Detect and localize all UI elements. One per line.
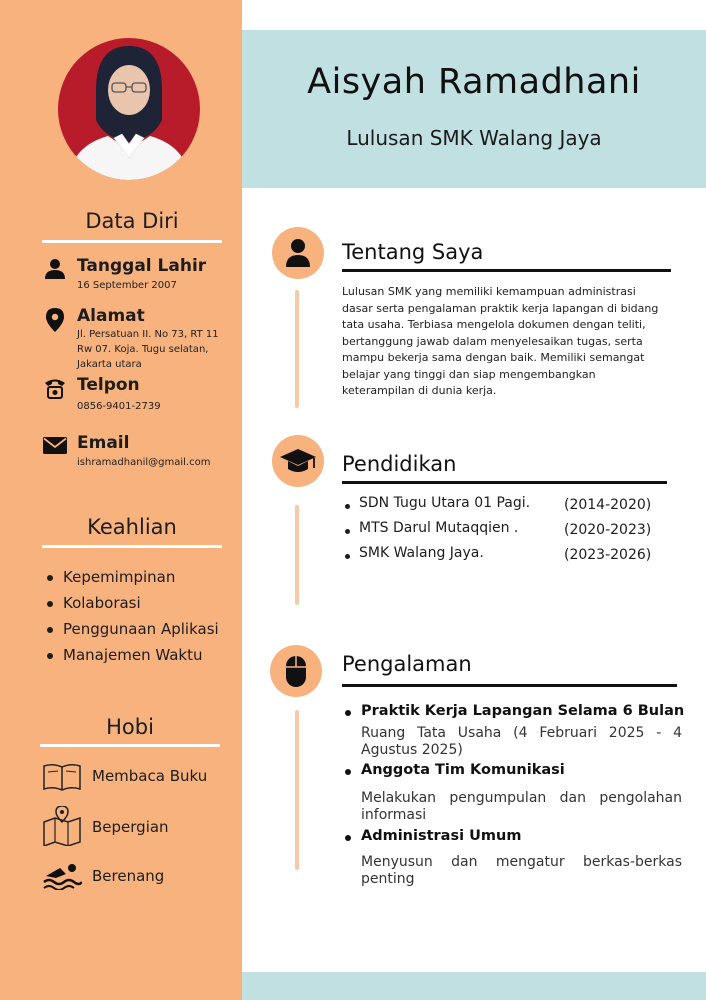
page-subtitle: Lulusan SMK Walang Jaya [346, 126, 602, 150]
tentang-title: Tentang Saya [342, 240, 484, 264]
pendidikan-divider [342, 481, 667, 484]
page-title: Aisyah Ramadhani [307, 62, 641, 102]
person-icon [272, 227, 324, 279]
email-label: Email [77, 433, 130, 453]
profile-photo [58, 38, 200, 180]
hobby-label: Membaca Buku [92, 767, 208, 785]
list-item [342, 545, 662, 570]
tentang-text: Lulusan SMK yang memiliki kemampuan administrasi dasar serta pengalaman praktik kerja lapangan di bidang tata usaha. Terbiasa mengelola dokumen dengan teliti, bertanggung jawab dalam menyelesaikan tugas, serta mampu bekerja sama dengan baik. Memiliki semangat belajar yang tinggi dan siap mengembangkan keterampilan di dunia kerja. [342, 285, 659, 397]
graduation-cap-icon [272, 435, 324, 487]
hobby-label: Bepergian [92, 818, 169, 836]
tentang-divider [342, 269, 671, 272]
person-icon [44, 258, 68, 280]
hobi-title: Hobi [106, 715, 154, 739]
experience-desc: Melakukan pengumpulan dan pengolahan informasi [361, 790, 682, 823]
keahlian-divider [42, 545, 222, 548]
telpon-label: Telpon [77, 375, 140, 395]
school-years: (2023-2026) [564, 547, 652, 563]
school-name: SDN Tugu Utara 01 Pagi. [359, 495, 531, 511]
list-item [342, 495, 662, 520]
tentang-icon-circle [272, 227, 324, 279]
telephone-icon [44, 377, 68, 399]
bullet-dot [345, 529, 350, 534]
mouse-icon [270, 645, 322, 697]
timeline-line [295, 290, 299, 408]
data-diri-divider [42, 240, 222, 243]
pendidikan-icon-circle [272, 435, 324, 487]
bullet-dot [345, 554, 350, 559]
envelope-icon [43, 437, 67, 459]
experience-desc: Menyusun dan mengatur berkas-berkas penting [361, 854, 682, 887]
book-icon [42, 762, 82, 792]
timeline-line [295, 505, 299, 605]
list-item: Kepemimpinan [45, 564, 219, 590]
bullet-dot [345, 504, 350, 509]
pengalaman-divider [342, 684, 677, 687]
footer-band [242, 972, 706, 1000]
experience-title: Praktik Kerja Lapangan Selama 6 Bulan [342, 703, 684, 719]
experience-desc: Ruang Tata Usaha (4 Februari 2025 - 4 Agustus 2025) [361, 725, 682, 758]
school-name: MTS Darul Mutaqqien . [359, 520, 519, 536]
email-value: ishramadhanil@gmail.com [77, 457, 211, 468]
travel-map-icon [42, 806, 82, 846]
pendidikan-title: Pendidikan [342, 452, 457, 476]
list-item [342, 520, 662, 545]
keahlian-list [45, 564, 219, 668]
hobby-item [42, 806, 82, 840]
telpon-value: 0856-9401-2739 [77, 401, 161, 412]
alamat-label: Alamat [77, 306, 145, 326]
school-years: (2020-2023) [564, 522, 652, 538]
map-pin-icon [46, 308, 70, 330]
pengalaman-title: Pengalaman [342, 652, 472, 676]
alamat-value: Jl. Persatuan II. No 73, RT 11 Rw 07. Koja. Tugu selatan, Jakarta utara [77, 329, 219, 370]
experience-title: Anggota Tim Komunikasi [342, 762, 565, 778]
header-band [242, 30, 706, 188]
hobby-item [42, 860, 82, 894]
school-years: (2014-2020) [564, 497, 652, 513]
list-item: Manajemen Waktu [45, 642, 219, 668]
timeline-line [295, 710, 299, 870]
keahlian-title: Keahlian [87, 515, 177, 539]
tanggal-lahir-label: Tanggal Lahir [77, 256, 207, 276]
school-name: SMK Walang Jaya. [359, 545, 484, 561]
list-item: Penggunaan Aplikasi [45, 616, 219, 642]
hobi-divider [40, 744, 220, 747]
tanggal-lahir-value: 16 September 2007 [77, 280, 177, 291]
swimmer-icon [42, 860, 82, 890]
pengalaman-icon-circle [270, 645, 322, 697]
data-diri-title: Data Diri [85, 209, 179, 233]
experience-title: Administrasi Umum [342, 828, 521, 844]
list-item: Kolaborasi [45, 590, 219, 616]
hobby-item [42, 762, 82, 796]
hobby-label: Berenang [92, 867, 165, 885]
